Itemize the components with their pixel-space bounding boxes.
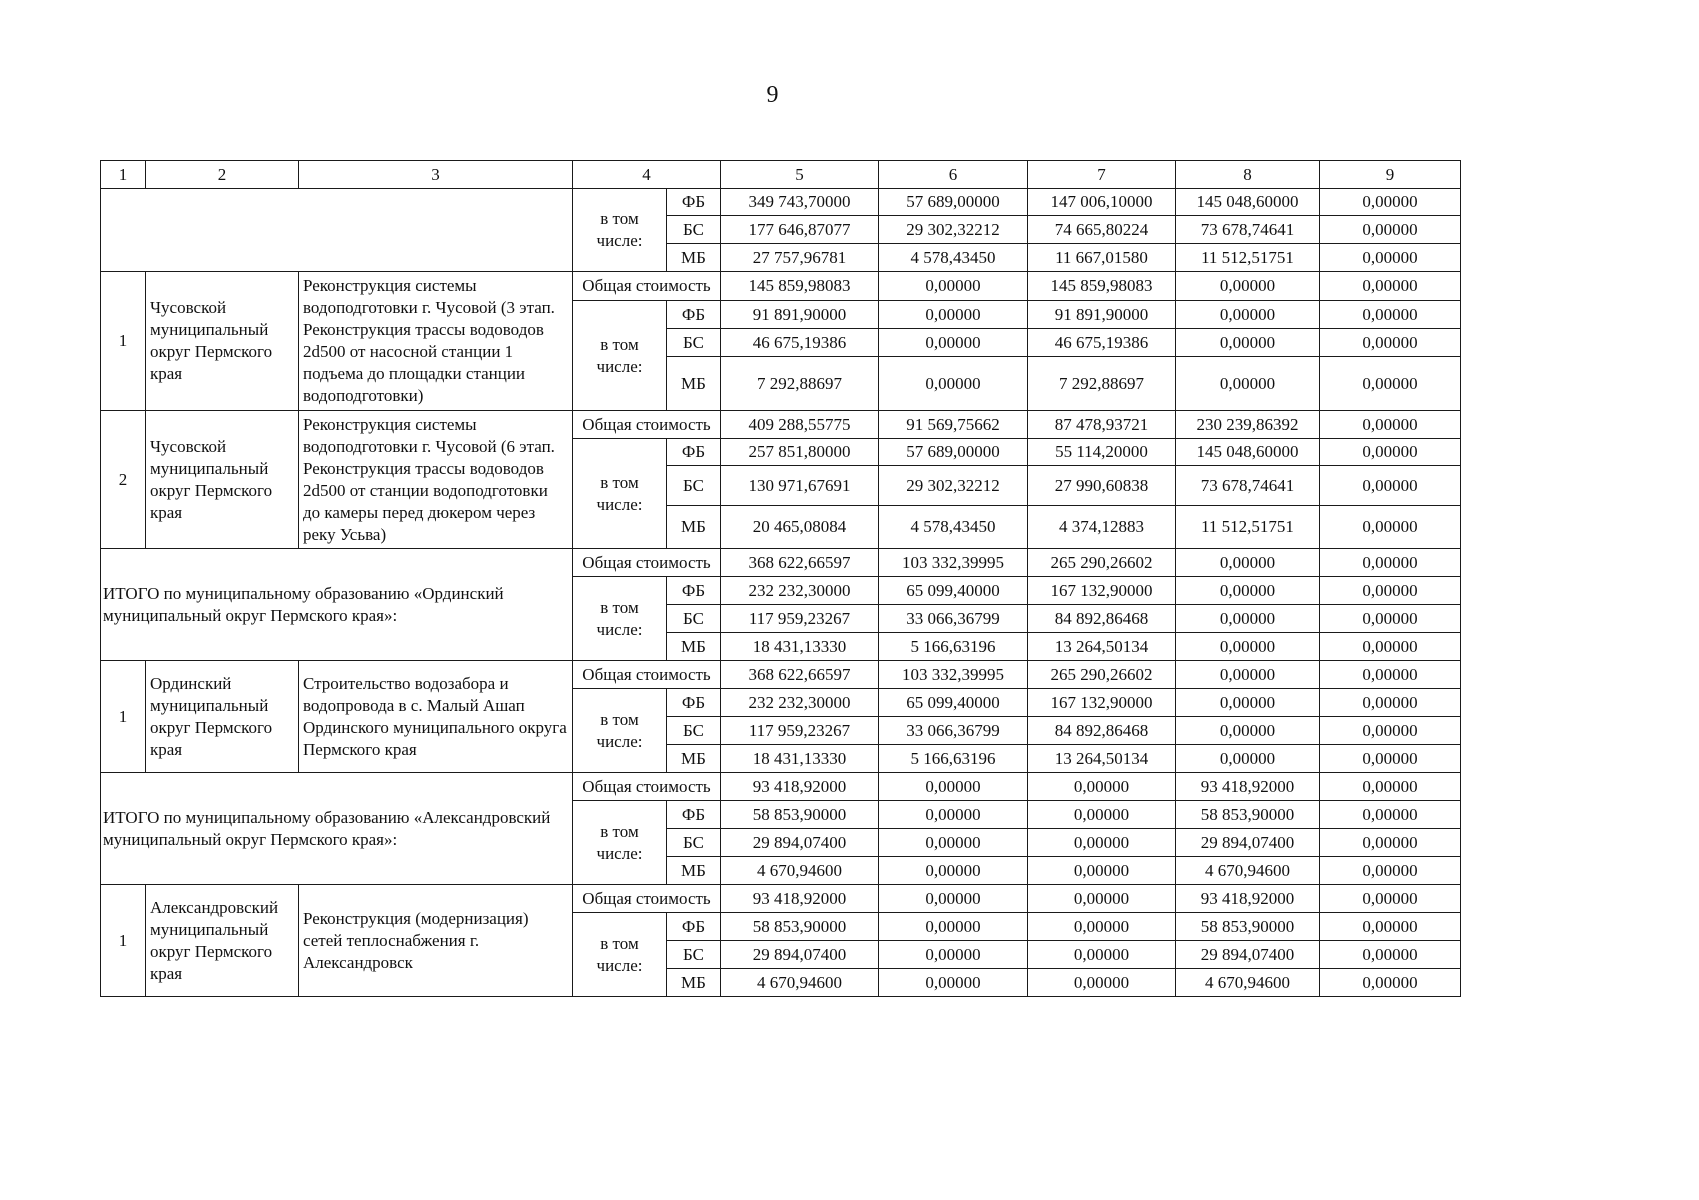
value-cell: 409 288,55775: [721, 411, 879, 439]
value-cell: 232 232,30000: [721, 577, 879, 605]
table-row: [101, 189, 1461, 216]
value-cell: 0,00000: [879, 829, 1028, 857]
header-cell: 9: [1320, 161, 1461, 189]
value-cell: 145 859,98083: [1028, 272, 1176, 301]
table-row: [101, 661, 1461, 689]
value-cell: 0,00000: [1320, 411, 1461, 439]
source-label: ФБ: [667, 577, 721, 605]
value-cell: 0,00000: [1176, 661, 1320, 689]
value-cell: 93 418,92000: [721, 885, 879, 913]
value-cell: 29 302,32212: [879, 466, 1028, 506]
including-label: в том числе:: [573, 913, 667, 997]
value-cell: 29 302,32212: [879, 216, 1028, 244]
municipality-cell: Александровский муниципальный округ Пермского края: [146, 885, 299, 997]
value-cell: 5 166,63196: [879, 745, 1028, 773]
municipality-cell: Чусовской муниципальный округ Пермского края: [146, 411, 299, 549]
value-cell: 33 066,36799: [879, 605, 1028, 633]
header-cell: 5: [721, 161, 879, 189]
source-label: МБ: [667, 857, 721, 885]
value-cell: 0,00000: [1176, 329, 1320, 357]
summary-title-cell: ИТОГО по муниципальному образованию «Александровский муниципальный округ Пермского края»:: [101, 773, 573, 885]
table-row: [101, 272, 1461, 301]
budget-table: [100, 160, 1461, 997]
source-label: БС: [667, 829, 721, 857]
value-cell: 230 239,86392: [1176, 411, 1320, 439]
value-cell: 58 853,90000: [1176, 801, 1320, 829]
header-cell: 1: [101, 161, 146, 189]
value-cell: 145 048,60000: [1176, 189, 1320, 216]
project-cell: Реконструкция (модернизация) сетей теплоснабжения г. Александровск: [299, 885, 573, 997]
value-cell: 0,00000: [1320, 244, 1461, 272]
value-cell: 29 894,07400: [1176, 941, 1320, 969]
total-cost-label: Общая стоимость: [573, 773, 721, 801]
value-cell: 46 675,19386: [1028, 329, 1176, 357]
value-cell: 7 292,88697: [1028, 357, 1176, 411]
value-cell: 11 512,51751: [1176, 506, 1320, 549]
value-cell: 0,00000: [879, 773, 1028, 801]
value-cell: 0,00000: [1320, 189, 1461, 216]
value-cell: 4 670,94600: [721, 969, 879, 997]
value-cell: 20 465,08084: [721, 506, 879, 549]
value-cell: 57 689,00000: [879, 189, 1028, 216]
value-cell: 29 894,07400: [1176, 829, 1320, 857]
header-cell: 3: [299, 161, 573, 189]
value-cell: 91 569,75662: [879, 411, 1028, 439]
header-cell: 2: [146, 161, 299, 189]
value-cell: 0,00000: [1320, 857, 1461, 885]
value-cell: 0,00000: [879, 801, 1028, 829]
table-row: [101, 549, 1461, 577]
header-cell: 7: [1028, 161, 1176, 189]
value-cell: 103 332,39995: [879, 661, 1028, 689]
value-cell: 0,00000: [1320, 577, 1461, 605]
including-label: в том числе:: [573, 189, 667, 272]
value-cell: 27 757,96781: [721, 244, 879, 272]
value-cell: 58 853,90000: [1176, 913, 1320, 941]
value-cell: 0,00000: [1028, 941, 1176, 969]
including-label: в том числе:: [573, 577, 667, 661]
value-cell: 58 853,90000: [721, 913, 879, 941]
value-cell: 0,00000: [1176, 577, 1320, 605]
value-cell: 0,00000: [1176, 689, 1320, 717]
item-number: 1: [101, 661, 146, 773]
including-label: в том числе:: [573, 689, 667, 773]
table-row: [101, 885, 1461, 913]
value-cell: 87 478,93721: [1028, 411, 1176, 439]
source-label: ФБ: [667, 913, 721, 941]
value-cell: 73 678,74641: [1176, 216, 1320, 244]
value-cell: 91 891,90000: [1028, 301, 1176, 329]
value-cell: 5 166,63196: [879, 633, 1028, 661]
page-number: 9: [766, 82, 779, 108]
value-cell: 0,00000: [1028, 885, 1176, 913]
value-cell: 55 114,20000: [1028, 439, 1176, 466]
total-cost-label: Общая стоимость: [573, 661, 721, 689]
source-label: ФБ: [667, 689, 721, 717]
header-row: [101, 161, 1461, 189]
value-cell: 0,00000: [1320, 661, 1461, 689]
value-cell: 4 670,94600: [1176, 969, 1320, 997]
value-cell: 145 859,98083: [721, 272, 879, 301]
value-cell: 349 743,70000: [721, 189, 879, 216]
source-label: БС: [667, 216, 721, 244]
item-number: 2: [101, 411, 146, 549]
value-cell: 0,00000: [879, 969, 1028, 997]
value-cell: 177 646,87077: [721, 216, 879, 244]
value-cell: 13 264,50134: [1028, 745, 1176, 773]
value-cell: 4 578,43450: [879, 506, 1028, 549]
value-cell: 0,00000: [1320, 913, 1461, 941]
value-cell: 0,00000: [1028, 829, 1176, 857]
source-label: МБ: [667, 244, 721, 272]
value-cell: 117 959,23267: [721, 605, 879, 633]
municipality-cell: Ординский муниципальный округ Пермского края: [146, 661, 299, 773]
value-cell: 0,00000: [1176, 605, 1320, 633]
source-label: БС: [667, 466, 721, 506]
value-cell: 4 670,94600: [1176, 857, 1320, 885]
summary-title-cell: ИТОГО по муниципальному образованию «Ординский муниципальный округ Пермского края»:: [101, 549, 573, 661]
value-cell: 11 512,51751: [1176, 244, 1320, 272]
value-cell: 0,00000: [1176, 633, 1320, 661]
source-label: БС: [667, 329, 721, 357]
project-cell: Строительство водозабора и водопровода в с. Малый Ашап Ординского муниципального округа Пермского края: [299, 661, 573, 773]
value-cell: 0,00000: [1320, 717, 1461, 745]
value-cell: 84 892,86468: [1028, 717, 1176, 745]
municipality-cell: Чусовской муниципальный округ Пермского края: [146, 272, 299, 411]
value-cell: 27 990,60838: [1028, 466, 1176, 506]
project-cell: Реконструкция системы водоподготовки г. Чусовой (6 этап. Реконструкция трассы водоводов 2d500 от станции водоподготовки до камеры перед дюкером через реку Усьва): [299, 411, 573, 549]
value-cell: 57 689,00000: [879, 439, 1028, 466]
total-cost-label: Общая стоимость: [573, 272, 721, 301]
value-cell: 0,00000: [1320, 633, 1461, 661]
source-label: БС: [667, 717, 721, 745]
value-cell: 0,00000: [1320, 439, 1461, 466]
value-cell: 0,00000: [1028, 913, 1176, 941]
value-cell: 0,00000: [1028, 969, 1176, 997]
source-label: МБ: [667, 506, 721, 549]
value-cell: 0,00000: [1320, 941, 1461, 969]
value-cell: 7 292,88697: [721, 357, 879, 411]
value-cell: 0,00000: [1028, 801, 1176, 829]
value-cell: 368 622,66597: [721, 661, 879, 689]
value-cell: 0,00000: [1320, 466, 1461, 506]
total-cost-label: Общая стоимость: [573, 549, 721, 577]
value-cell: 29 894,07400: [721, 829, 879, 857]
value-cell: 0,00000: [1320, 506, 1461, 549]
source-label: ФБ: [667, 439, 721, 466]
source-label: БС: [667, 605, 721, 633]
source-label: ФБ: [667, 801, 721, 829]
value-cell: 130 971,67691: [721, 466, 879, 506]
value-cell: 0,00000: [1320, 549, 1461, 577]
source-label: БС: [667, 941, 721, 969]
header-cell: 6: [879, 161, 1028, 189]
value-cell: 103 332,39995: [879, 549, 1028, 577]
value-cell: 117 959,23267: [721, 717, 879, 745]
source-label: ФБ: [667, 189, 721, 216]
value-cell: 0,00000: [879, 941, 1028, 969]
value-cell: 13 264,50134: [1028, 633, 1176, 661]
value-cell: 93 418,92000: [1176, 773, 1320, 801]
value-cell: 265 290,26602: [1028, 549, 1176, 577]
source-label: ФБ: [667, 301, 721, 329]
value-cell: 0,00000: [879, 913, 1028, 941]
value-cell: 0,00000: [879, 272, 1028, 301]
value-cell: 33 066,36799: [879, 717, 1028, 745]
value-cell: 93 418,92000: [1176, 885, 1320, 913]
value-cell: 0,00000: [879, 857, 1028, 885]
value-cell: 0,00000: [879, 301, 1028, 329]
value-cell: 167 132,90000: [1028, 577, 1176, 605]
summary-title-cell: [101, 189, 573, 272]
value-cell: 232 232,30000: [721, 689, 879, 717]
value-cell: 0,00000: [879, 329, 1028, 357]
source-label: МБ: [667, 357, 721, 411]
table-row: [101, 411, 1461, 439]
value-cell: 58 853,90000: [721, 801, 879, 829]
value-cell: 4 578,43450: [879, 244, 1028, 272]
value-cell: 73 678,74641: [1176, 466, 1320, 506]
value-cell: 0,00000: [1176, 717, 1320, 745]
value-cell: 167 132,90000: [1028, 689, 1176, 717]
table-body: [101, 161, 1461, 997]
header-cell: 4: [573, 161, 721, 189]
value-cell: 91 891,90000: [721, 301, 879, 329]
source-label: МБ: [667, 633, 721, 661]
value-cell: 0,00000: [1320, 272, 1461, 301]
source-label: МБ: [667, 745, 721, 773]
value-cell: 4 670,94600: [721, 857, 879, 885]
value-cell: 0,00000: [1320, 969, 1461, 997]
total-cost-label: Общая стоимость: [573, 885, 721, 913]
value-cell: 0,00000: [1320, 605, 1461, 633]
value-cell: 84 892,86468: [1028, 605, 1176, 633]
value-cell: 74 665,80224: [1028, 216, 1176, 244]
total-cost-label: Общая стоимость: [573, 411, 721, 439]
value-cell: 257 851,80000: [721, 439, 879, 466]
value-cell: 368 622,66597: [721, 549, 879, 577]
value-cell: 265 290,26602: [1028, 661, 1176, 689]
value-cell: 0,00000: [1176, 272, 1320, 301]
value-cell: 0,00000: [1320, 829, 1461, 857]
value-cell: 0,00000: [1028, 773, 1176, 801]
source-label: МБ: [667, 969, 721, 997]
value-cell: 145 048,60000: [1176, 439, 1320, 466]
value-cell: 18 431,13330: [721, 745, 879, 773]
value-cell: 0,00000: [1320, 745, 1461, 773]
value-cell: 0,00000: [1320, 885, 1461, 913]
value-cell: 11 667,01580: [1028, 244, 1176, 272]
including-label: в том числе:: [573, 801, 667, 885]
value-cell: 29 894,07400: [721, 941, 879, 969]
table-row: [101, 773, 1461, 801]
value-cell: 0,00000: [1176, 745, 1320, 773]
value-cell: 0,00000: [1320, 689, 1461, 717]
value-cell: 0,00000: [1320, 216, 1461, 244]
value-cell: 0,00000: [879, 357, 1028, 411]
value-cell: 0,00000: [1320, 357, 1461, 411]
item-number: 1: [101, 272, 146, 411]
value-cell: 65 099,40000: [879, 577, 1028, 605]
value-cell: 0,00000: [1176, 301, 1320, 329]
value-cell: 4 374,12883: [1028, 506, 1176, 549]
value-cell: 0,00000: [879, 885, 1028, 913]
value-cell: 147 006,10000: [1028, 189, 1176, 216]
value-cell: 0,00000: [1176, 549, 1320, 577]
project-cell: Реконструкция системы водоподготовки г. Чусовой (3 этап. Реконструкция трассы водоводов 2d500 от насосной станции 1 подъема до площадки станции водоподготовки): [299, 272, 573, 411]
including-label: в том числе:: [573, 439, 667, 549]
value-cell: 0,00000: [1320, 801, 1461, 829]
value-cell: 0,00000: [1176, 357, 1320, 411]
value-cell: 0,00000: [1028, 857, 1176, 885]
value-cell: 0,00000: [1320, 329, 1461, 357]
value-cell: 46 675,19386: [721, 329, 879, 357]
value-cell: 18 431,13330: [721, 633, 879, 661]
value-cell: 0,00000: [1320, 301, 1461, 329]
header-cell: 8: [1176, 161, 1320, 189]
value-cell: 65 099,40000: [879, 689, 1028, 717]
value-cell: 93 418,92000: [721, 773, 879, 801]
value-cell: 0,00000: [1320, 773, 1461, 801]
including-label: в том числе:: [573, 301, 667, 411]
item-number: 1: [101, 885, 146, 997]
